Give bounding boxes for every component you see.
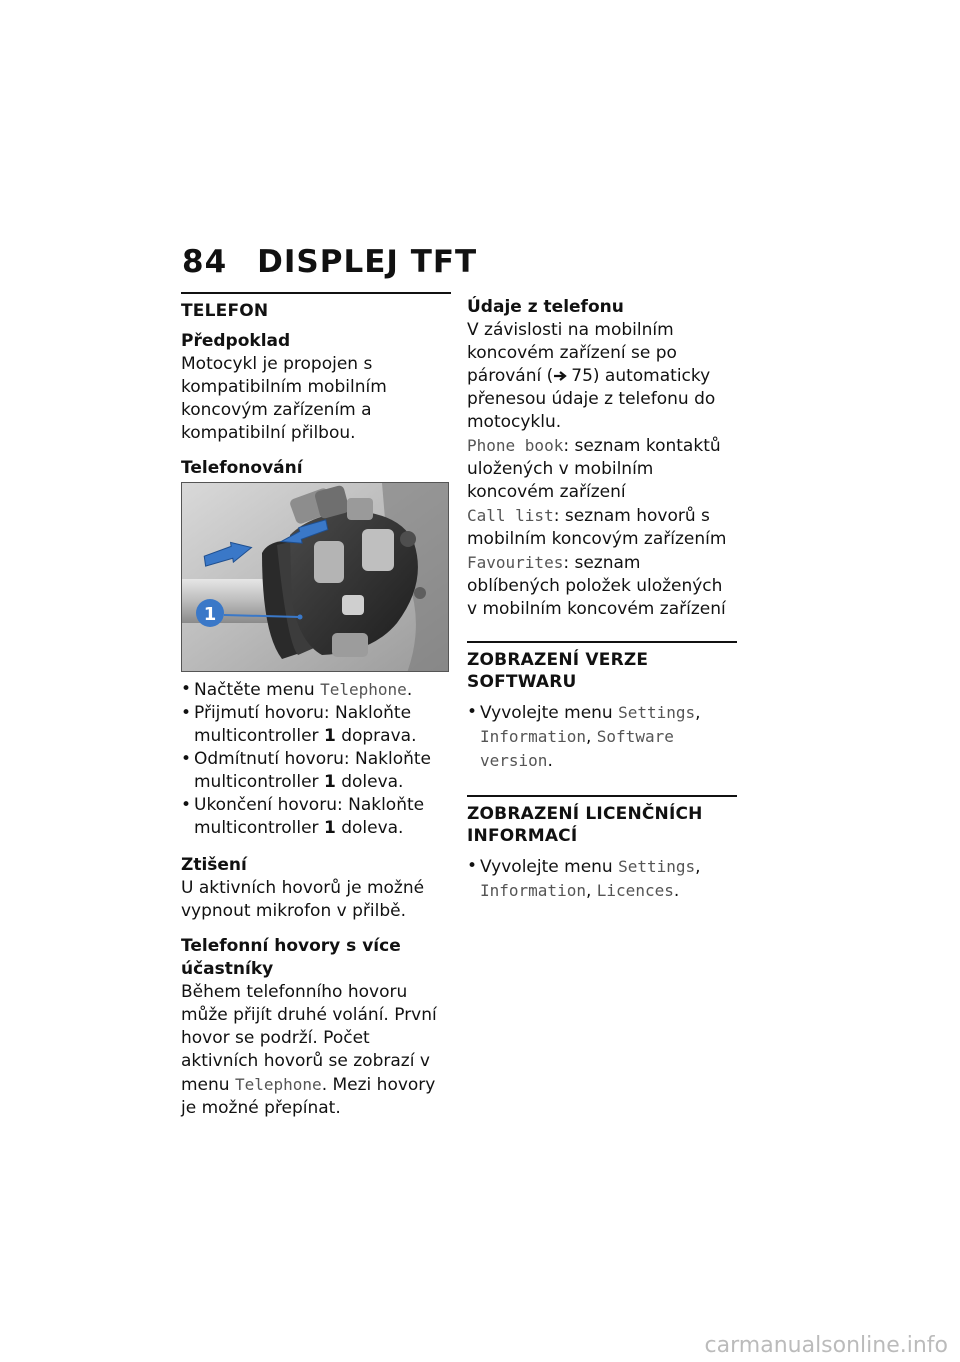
vice-ucastniku-text: Během telefonního hovoru může přijít druhé volání. První hovor se podrží. Počet aktivních hovorů se zobrazí v menu Telephone. Mezi hovory je možné přepínat. [181, 982, 437, 1118]
subsection-title-ztiseni: Ztišení [181, 855, 247, 875]
handlebar-controls-figure [181, 482, 449, 672]
right-column [467, 292, 737, 917]
licence-list [467, 855, 737, 903]
page-reference-arrow-icon [553, 370, 569, 382]
page-number: 84 [182, 244, 228, 280]
section-rule [467, 641, 737, 643]
call-list-item: Call list: seznam hovorů s mobilním koncovým zařízením [467, 506, 727, 549]
favourites-item: Favourites: seznam oblíbených položek uložených v mobilním koncovém zařízení [467, 553, 726, 619]
section-title-licence: ZOBRAZENÍ LICENČNÍCH INFORMACÍ [467, 804, 703, 846]
software-list [467, 701, 737, 773]
section-title-software: ZOBRAZENÍ VERZE SOFTWARU [467, 650, 649, 692]
phone-book-item: Phone book: seznam kontaktů uložených v mobilním koncovém zařízení [467, 436, 721, 502]
list-item: • Přijmutí hovoru: Nakloňte multicontroller 1 doprava. [181, 702, 451, 748]
watermark: carmanualsonline.info [704, 1333, 948, 1358]
telefonovani-list [181, 678, 451, 840]
subsection-title-udaje: Údaje z telefonu [467, 297, 624, 317]
callout-number: 1 [203, 604, 217, 625]
list-item: • Vyvolejte menu Settings, Information, Licences. [467, 855, 737, 903]
predpoklad-text: Motocykl je propojen s kompatibilním mobilním koncovým zařízením a kompatibilní přilbou. [181, 354, 387, 443]
list-item: • Ukončení hovoru: Nakloňte multicontroller 1 doleva. [181, 794, 451, 840]
page-header [182, 244, 477, 280]
udaje-text: V závislosti na mobilním koncovém zařízení se po párování ( 75) automaticky přenesou údaje z telefonu do motocyklu. [467, 320, 716, 432]
list-item: • Vyvolejte menu Settings, Information, Software version. [467, 701, 737, 773]
section-rule [181, 292, 451, 294]
list-item: • Načtěte menu Telephone. [181, 678, 451, 702]
chapter-title: DISPLEJ TFT [257, 244, 478, 280]
handlebar-illustration [182, 483, 449, 672]
section-title-telefon: TELEFON [181, 301, 269, 321]
subsection-title-vice-ucastniku: Telefonní hovory s více účastníky [181, 936, 401, 979]
ztiseni-text: U aktivních hovorů je možné vypnout mikrofon v přilbě. [181, 878, 425, 921]
list-item: • Odmítnutí hovoru: Nakloňte multicontroller 1 doleva. [181, 748, 451, 794]
left-column [181, 292, 451, 1132]
subsection-title-telefonovani: Telefonování [181, 458, 303, 478]
subsection-title-predpoklad: Předpoklad [181, 331, 291, 351]
section-rule [467, 795, 737, 797]
